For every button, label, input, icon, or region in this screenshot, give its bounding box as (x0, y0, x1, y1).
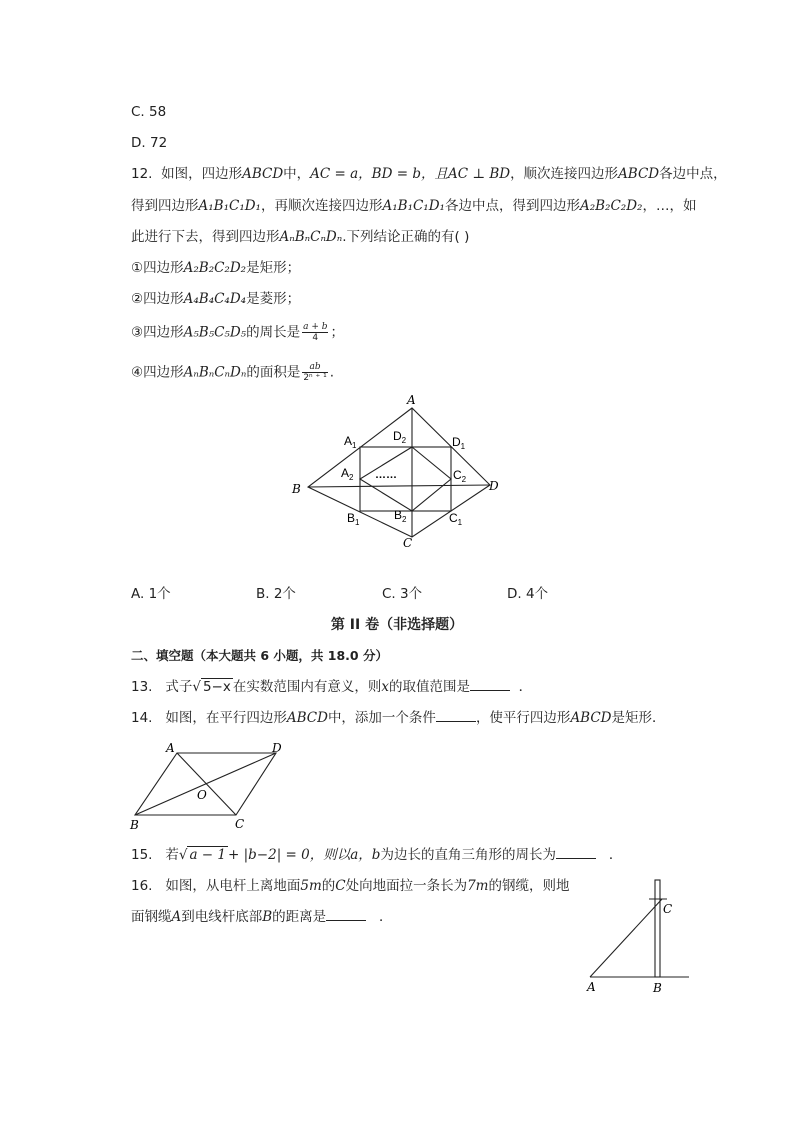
q12-math: ABCD (618, 166, 660, 182)
q16-figure (580, 875, 695, 1000)
q12-math: A₁B₁C₁D₁ (198, 198, 261, 214)
q12-text: 如图，四边形 (161, 166, 243, 182)
statement-text: ③四边形 (131, 324, 184, 341)
q12-statement-4 (131, 362, 334, 383)
q12-statement-1 (131, 258, 300, 278)
answer-blank[interactable] (470, 678, 510, 691)
q12-math: AₙBₙCₙDₙ (279, 229, 343, 245)
q13-number: 13. (131, 679, 153, 695)
statement-text: 是矩形； (246, 260, 301, 276)
q14-text: 中，添加一个条件 (327, 710, 436, 726)
option-c: C. 3个 (382, 586, 423, 602)
q14-number: 14. (131, 710, 153, 726)
q16-number: 16. (131, 878, 153, 894)
q16-math: B (262, 909, 273, 925)
q16-math: A (171, 909, 182, 925)
q16-line-1 (131, 876, 569, 896)
label-B: B (130, 818, 139, 832)
radicand: 5−x (202, 679, 231, 695)
label-A: A (587, 980, 596, 994)
statement-text: 是菱形； (246, 291, 301, 307)
fill-in-header: 二、填空题（本大题共 6 小题，共 18.0 分） (131, 648, 388, 663)
q14 (131, 708, 666, 728)
option-a: A. 1个 (131, 586, 171, 602)
q12-text: ，再顺次连接四边形 (260, 198, 383, 214)
q15-number: 15. (131, 847, 153, 863)
section-title: 第 II 卷（非选择题） (330, 617, 464, 633)
statement-text: ； (330, 324, 344, 341)
label-C: C (403, 536, 413, 550)
q16-math: 5m (300, 878, 322, 894)
option-b: B. 2个 (256, 586, 296, 602)
label-B: B (292, 482, 301, 496)
fraction-numerator: a + b (303, 322, 328, 332)
q13 (131, 677, 532, 697)
q12-statement-3 (131, 322, 344, 343)
answer-blank[interactable] (436, 709, 476, 722)
q14-text: 是矩形． (611, 710, 666, 726)
statement-text: 的周长是 (246, 324, 301, 341)
q12-line-1 (131, 164, 727, 184)
q13-text: 在实数范围内有意义，则 (232, 679, 382, 695)
q15-text: 若 (165, 847, 179, 863)
q16-text: 的距离是 (272, 909, 327, 925)
q15-math: + |b−2| = 0，则以 (228, 847, 351, 863)
fraction-denominator: 4 (312, 333, 319, 343)
label-C1: $C_1$ (449, 511, 463, 527)
fraction-denominator: 2ⁿ ⁺ ¹ (303, 373, 327, 383)
q15-text: 为边长的直角三角形的周长为 (380, 847, 556, 863)
q12-math: ABCD (242, 166, 284, 182)
statement-text: 的面积是 (246, 364, 301, 381)
q12-text: 此进行下去，得到四边形 (131, 229, 280, 245)
q12-text: ，…，如 (642, 198, 697, 214)
label-C2: $C_2$ (453, 468, 467, 484)
q12-figure (285, 392, 515, 557)
ellipsis-dots: …… (375, 469, 397, 481)
sqrt-sign: √ (178, 847, 188, 863)
statement-text: ①四边形 (131, 260, 184, 276)
label-A: A (407, 393, 416, 407)
q12-line-3 (131, 227, 469, 247)
q13-text: 的取值范围是 (388, 679, 470, 695)
q13-text: 式子 (165, 679, 193, 695)
label-C: C (235, 817, 245, 831)
label-D1: $D_1$ (452, 435, 466, 451)
label-D: D (272, 741, 282, 755)
quad-a2b2c2d2 (360, 447, 451, 511)
q12-text: 中， (283, 166, 311, 182)
steel-cable (590, 899, 662, 977)
label-A1: $A_1$ (344, 434, 357, 450)
q16-text: 的钢缆，则地 (488, 878, 570, 894)
q14-text: 如图，在平行四边形 (165, 710, 287, 726)
fraction-numerator: ab (302, 362, 327, 373)
q12-math: A₁B₁C₁D₁ (382, 198, 445, 214)
option-d: D. 4个 (507, 586, 549, 602)
q12-text: 得到四边形 (131, 198, 199, 214)
q15 (131, 845, 622, 865)
answer-blank[interactable] (556, 846, 596, 859)
answer-blank[interactable] (326, 908, 366, 921)
statement-math: A₄B₄C₄D₄ (183, 291, 247, 307)
q16-text: ． (379, 909, 393, 925)
label-D: D (489, 479, 499, 493)
fraction (302, 322, 328, 343)
q16-text: 到电线杆底部 (181, 909, 263, 925)
q16-math: C (335, 878, 346, 894)
q12-text: 各边中点， (659, 166, 727, 182)
statement-math: A₂B₂C₂D₂ (183, 260, 247, 276)
q12-text: 各边中点，得到四边形 (444, 198, 580, 214)
q14-text: ，使平行四边形 (475, 710, 571, 726)
q13-text: ． (518, 679, 533, 695)
q15-text: ． (608, 847, 623, 863)
label-B2: $B_2$ (394, 508, 407, 524)
label-A2: $A_2$ (341, 466, 354, 482)
q16-text: 处向地面拉一条长为 (345, 878, 468, 894)
q12-line-2 (131, 196, 696, 216)
label-C: C (663, 902, 673, 916)
q13-math: x (381, 679, 389, 695)
q14-figure (125, 735, 290, 835)
q14-math: ABCD (286, 710, 328, 726)
q14-math: ABCD (570, 710, 612, 726)
q12-math: AC = a，BD = b，且AC ⊥ BD (310, 166, 511, 182)
label-A: A (166, 741, 175, 755)
q16-text: 的 (321, 878, 336, 894)
q12-number: 12. (131, 166, 153, 182)
statement-text: ④四边形 (131, 364, 184, 381)
q16-text: 面钢缆 (131, 909, 172, 925)
q16-text: 如图，从电杆上离地面 (165, 878, 301, 894)
statement-text: ②四边形 (131, 291, 184, 307)
label-D2: $D_2$ (393, 429, 407, 445)
statement-math: A₅B₅C₅D₅ (183, 324, 247, 341)
rect-a1b1c1d1 (360, 447, 451, 511)
sqrt-sign: √ (192, 679, 201, 695)
q15-math: a，b (350, 847, 381, 863)
q12-math: A₂B₂C₂D₂ (579, 198, 643, 214)
q12-text: ，顺次连接四边形 (510, 166, 619, 182)
statement-text: . (329, 364, 335, 381)
q16-math: 7m (467, 878, 489, 894)
q12-options (131, 584, 651, 604)
label-O: O (197, 788, 207, 802)
q12-statement-2 (131, 289, 300, 309)
q16-line-2 (131, 907, 393, 927)
statement-math: AₙBₙCₙDₙ (183, 364, 247, 381)
radicand: a − 1 (189, 847, 227, 863)
option-d: D. 72 (131, 135, 168, 151)
label-B1: $B_1$ (347, 511, 360, 527)
option-c: C. 58 (131, 104, 167, 120)
label-B: B (653, 981, 662, 995)
fraction (302, 362, 327, 383)
utility-pole (655, 880, 660, 977)
q12-text: .下列结论正确的有( ) (342, 229, 470, 245)
diagonal-bd (308, 485, 490, 487)
